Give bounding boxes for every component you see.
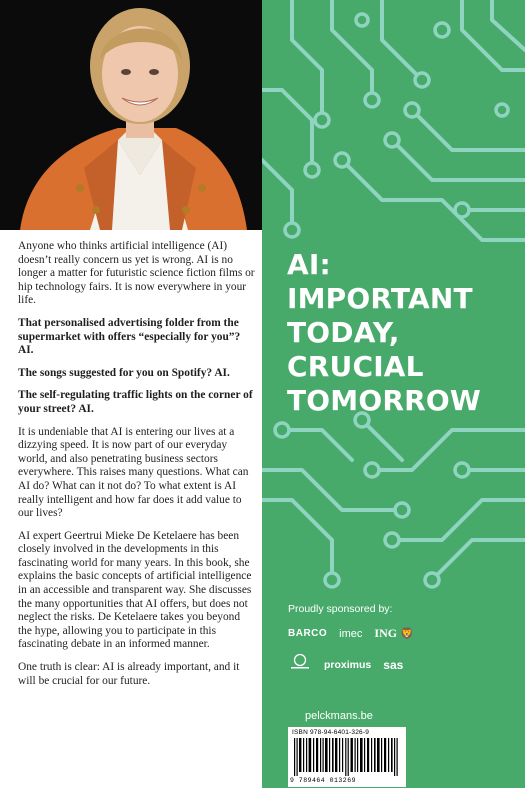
right-panel [262,0,525,788]
example-folder: That personalised advertising folder from the supermarket with offers “especially for you”? AI. [18,316,241,357]
seal-logo-icon [288,654,312,675]
closing-paragraph: One truth is clear: AI is already important, and it will be crucial for our future. [18,661,240,687]
imec-logo: imec [339,627,363,640]
author-paragraph: AI expert Geertrui Mieke De Ketelaere has been closely involved in the developments in this fascinating world for many years. In this book, she explains the basic concepts of artificial intelligence in an accessible and transparent way. She discusses the many opportunities that AI offers, but does not neglect the risks. De Ketelaere takes you beyond the hype, allowing you to participate in this fascinating debate in an informed manner. [18,529,252,651]
author-photo [0,0,262,230]
isbn-label: ISBN 978-94-6401-326-9 [292,729,370,736]
ing-logo: ING [374,626,398,640]
headline-line-1: AI: [287,248,331,281]
headline-line-5: TOMORROW [287,384,481,417]
publisher-website: pelckmans.be [305,710,373,722]
sponsor-logos-row-2 [288,654,518,675]
questions-paragraph: It is undeniable that AI is entering our lives at a dizzying speed. It is now part of our everyday world, and also penetrating business sectors everywhere. This raises many questions. What can AI do? What can it not do? To what extent is AI really intelligent and how far does it add value to our lives? [18,425,249,520]
left-panel [0,0,262,788]
example-spotify: The songs suggested for you on Spotify? AI. [18,366,230,379]
headline-line-4: CRUCIAL [287,350,424,383]
headline-line-2: IMPORTANT [287,282,473,315]
sponsors-title: Proudly sponsored by: [288,603,393,615]
proximus-logo: proximus [324,658,372,671]
blurb [18,240,256,697]
barcode-bars [294,738,400,776]
headline [287,248,517,418]
headline-line-3: TODAY, [287,316,400,349]
isbn-barcode [288,727,406,787]
sas-logo: sas [383,657,404,672]
intro-paragraph: Anyone who thinks artificial intelligence (AI) doesn’t really concern us yet is wrong. AI is no longer a matter for futuristic science fiction films or hip technology fairs. It is now everywhere in your life. [18,240,255,307]
sponsor-logos-row-1 [288,626,518,641]
barco-logo: BARCO [288,628,328,639]
ing-lion-icon: 🦁 [400,628,414,640]
barcode-digits: 9 789464 013269 [290,777,357,784]
example-traffic: The self-regulating traffic lights on the corner of your street? AI. [18,389,253,415]
